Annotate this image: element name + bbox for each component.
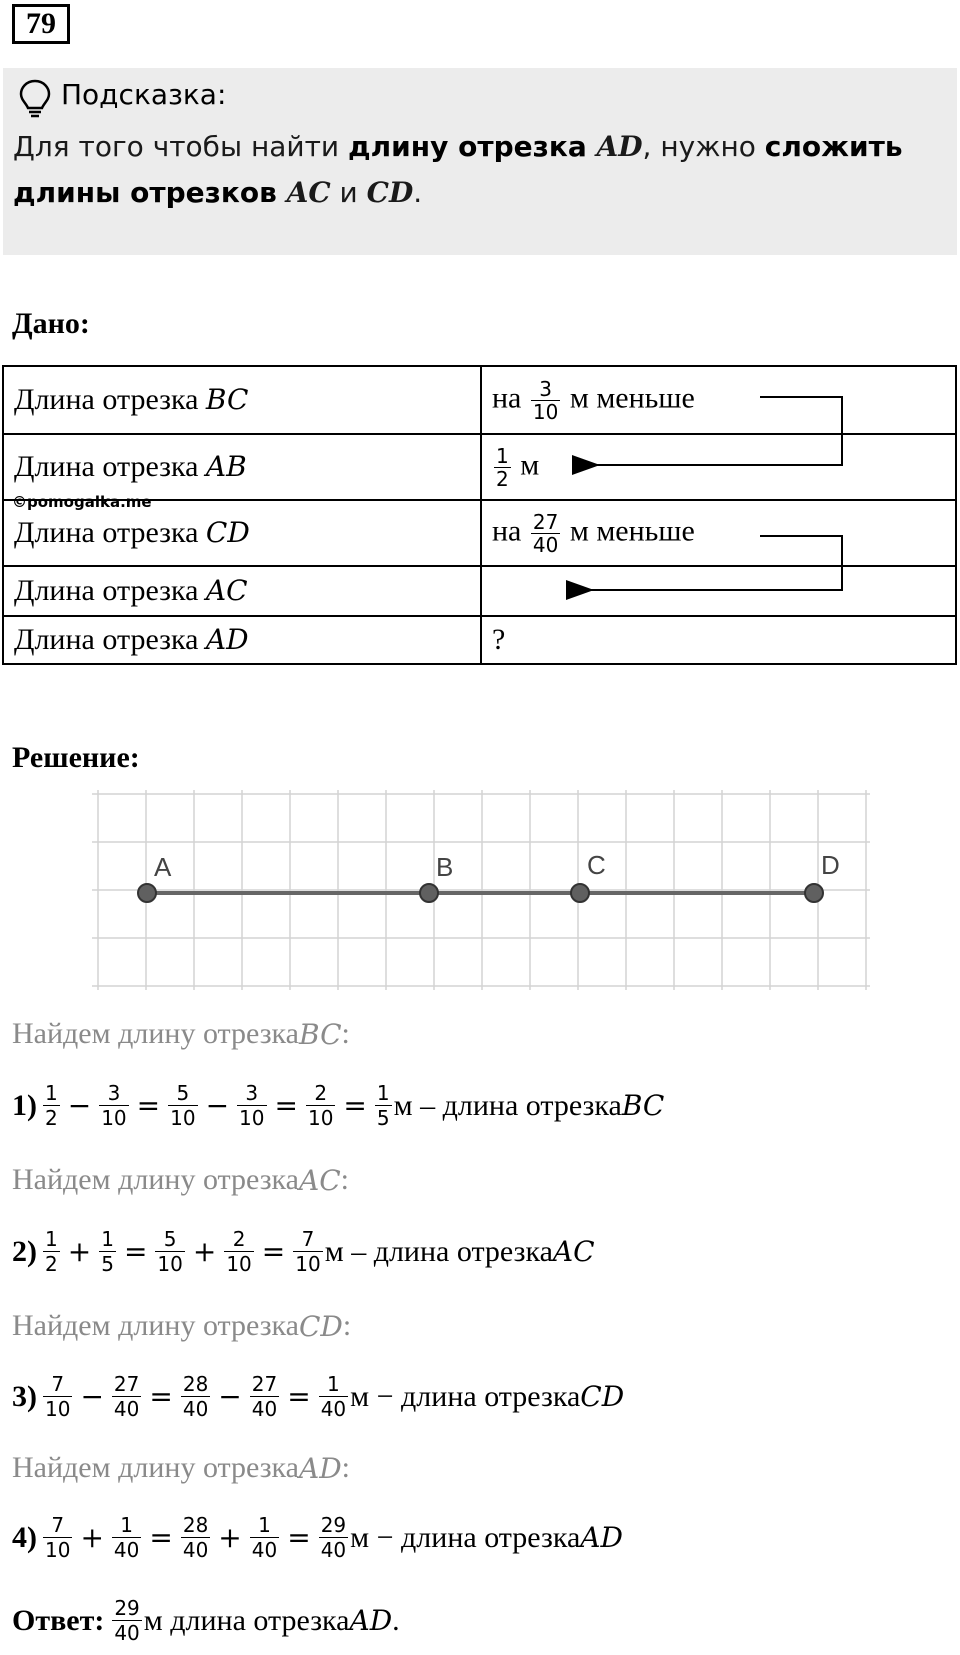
segment-name: CD xyxy=(580,1380,625,1413)
point-d xyxy=(805,884,823,902)
row-value: на $\frac{27}{40}$ м меньше xyxy=(481,500,956,566)
operator: = xyxy=(274,1089,298,1122)
fraction: $\frac{7}{10}$ xyxy=(295,1227,321,1276)
fraction: $\frac{3}{10}$ xyxy=(101,1081,127,1130)
row-label: Длина отрезка AD xyxy=(3,616,481,664)
operator: − xyxy=(218,1380,242,1413)
operator: = xyxy=(287,1380,311,1413)
relation-arrows xyxy=(0,0,960,700)
fraction: $\frac{5}{10}$ xyxy=(170,1081,196,1130)
row-value: на $\frac{3}{10}$ м меньше xyxy=(481,366,956,434)
step-tail: м − длина отрезка xyxy=(350,1379,581,1413)
fraction: $\frac{5}{10}$ xyxy=(157,1227,183,1276)
task-number: 79 xyxy=(12,4,70,44)
row-value: $\frac{1}{2}$ м xyxy=(481,434,956,500)
operator: − xyxy=(80,1380,104,1413)
operator: = xyxy=(149,1521,173,1554)
fraction: $\frac{1}{5}$ xyxy=(101,1227,114,1276)
step-tail: м − длина отрезка xyxy=(350,1520,581,1554)
find-ad: Найдем длину отрезка AD : xyxy=(12,1451,351,1485)
point-b xyxy=(420,884,438,902)
fraction: $\frac{1}{40}$ xyxy=(113,1513,140,1562)
fraction: $\frac{27}{40}$ xyxy=(251,1372,278,1421)
find-cd: Найдем длину отрезка CD : xyxy=(12,1309,352,1343)
operator: − xyxy=(67,1089,92,1122)
hint-title: Подсказка: xyxy=(61,78,227,111)
segment-name: AC xyxy=(552,1235,595,1268)
row-value: ? xyxy=(481,616,956,664)
fraction: $\frac{3}{10}$ xyxy=(239,1081,265,1130)
step-4 xyxy=(12,1513,623,1562)
label-c: C xyxy=(587,850,606,880)
arrow-bc-to-ab xyxy=(596,397,842,465)
fraction: $\frac{1}{2}$ xyxy=(45,1227,58,1276)
row-label: Длина отрезка BC xyxy=(3,366,481,434)
operator: + xyxy=(192,1235,217,1268)
label-d: D xyxy=(821,850,840,880)
find-bc: Найдем длину отрезка BC : xyxy=(12,1017,350,1051)
solution-heading: Решение: xyxy=(12,741,140,774)
fraction: $\frac{7}{10}$ xyxy=(45,1372,71,1421)
fraction: $\frac{2}{10}$ xyxy=(226,1227,252,1276)
step-number: 2) xyxy=(12,1234,37,1268)
row-label: Длина отрезка CD xyxy=(3,500,481,566)
step-1 xyxy=(12,1081,664,1130)
answer: Ответ: $\frac{29}{40}$ м длина отрезка AD . xyxy=(12,1596,400,1645)
fraction: $\frac{28}{40}$ xyxy=(182,1513,209,1562)
point-c xyxy=(571,884,589,902)
fraction: $\frac{2}{10}$ xyxy=(307,1081,334,1130)
label-b: B xyxy=(436,852,454,882)
fraction: $\frac{28}{40}$ xyxy=(182,1372,209,1421)
point-a xyxy=(138,884,156,902)
step-3 xyxy=(12,1372,624,1421)
segment-diagram xyxy=(92,790,872,990)
step-number: 1) xyxy=(12,1088,37,1122)
operator: + xyxy=(218,1521,242,1554)
label-a: A xyxy=(154,852,172,882)
fraction: $\frac{1}{40}$ xyxy=(320,1372,347,1421)
arrow-cd-to-ac xyxy=(590,536,842,590)
step-tail: м – длина отрезка xyxy=(393,1088,622,1122)
fraction: $\frac{1}{5}$ xyxy=(376,1081,390,1130)
operator: + xyxy=(80,1521,104,1554)
fraction: $\frac{1}{2}$ xyxy=(45,1081,58,1130)
fraction: $\frac{1}{40}$ xyxy=(251,1513,278,1562)
operator: = xyxy=(287,1521,311,1554)
operator: = xyxy=(136,1089,161,1122)
fraction: $\frac{7}{10}$ xyxy=(45,1513,71,1562)
step-number: 4) xyxy=(12,1520,37,1554)
row-label: Длина отрезка AC xyxy=(3,566,481,616)
hint-text: Для того чтобы найти длину отрезка AD, нужно сложить длины отрезков AC и CD. xyxy=(13,130,903,209)
operator: = xyxy=(149,1380,173,1413)
segment-name: BC xyxy=(621,1089,665,1122)
watermark: ©pomogalka.me xyxy=(12,493,152,511)
segment-name: AD xyxy=(580,1521,623,1554)
grid-lines xyxy=(92,790,870,990)
operator: = xyxy=(343,1089,367,1122)
fraction: $\frac{29}{40}$ xyxy=(320,1513,347,1562)
step-tail: м – длина отрезка xyxy=(324,1234,553,1268)
operator: + xyxy=(67,1235,92,1268)
given-heading: Дано: xyxy=(12,307,90,340)
operator: = xyxy=(123,1235,148,1268)
step-2 xyxy=(12,1227,595,1276)
operator: = xyxy=(261,1235,286,1268)
find-ac: Найдем длину отрезка AC : xyxy=(12,1163,349,1197)
operator: − xyxy=(205,1089,230,1122)
row-label: Длина отрезка AB xyxy=(3,434,481,500)
step-number: 3) xyxy=(12,1379,37,1413)
fraction: $\frac{27}{40}$ xyxy=(113,1372,140,1421)
